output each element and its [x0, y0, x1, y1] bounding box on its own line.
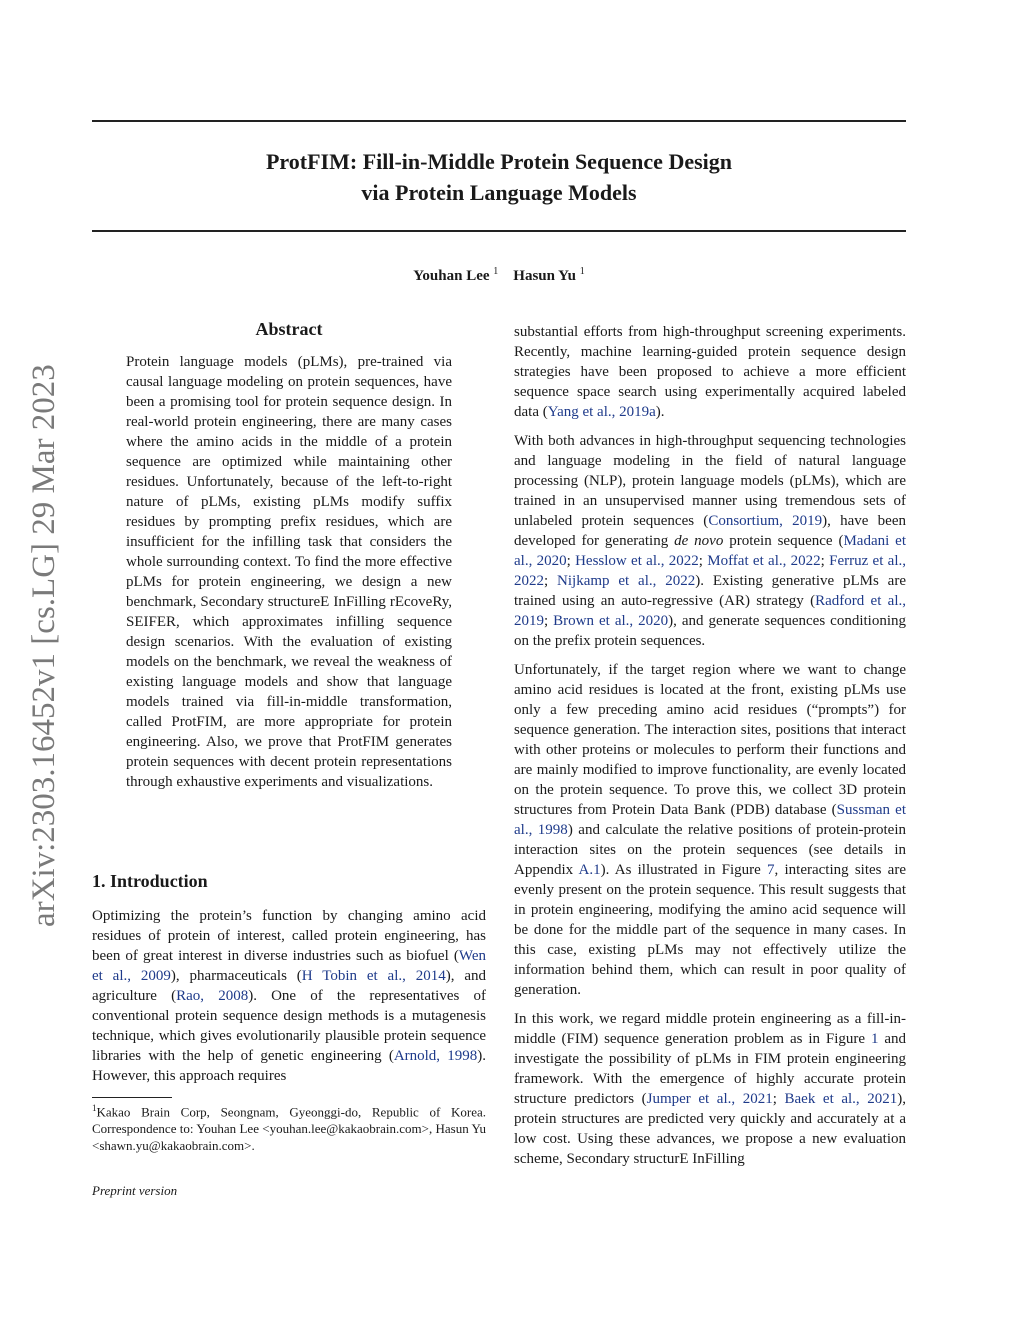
- appendix-link[interactable]: A.1: [578, 862, 601, 878]
- citation-link[interactable]: Moffat et al., 2022: [707, 553, 821, 569]
- author-list: [92, 266, 906, 285]
- text-run: substantial efforts from high-throughput screening experiments. Recently, machine learning-guided protein sequence design strategies have been proposed to achieve a more efficient sequence space search using experimentally acquired labeled data (: [514, 324, 906, 420]
- citation-link[interactable]: Yang et al., 2019a: [547, 404, 656, 420]
- text-run: and investigate the possibility of pLMs in FIM protein engineering framework. With the emergence of highly accurate protein structure predictors (: [514, 1031, 906, 1107]
- citation-link[interactable]: Nijkamp et al., 2022: [557, 573, 696, 589]
- text-run: ). As illustrated in Figure: [600, 862, 768, 878]
- separator: ;: [566, 553, 576, 569]
- arxiv-identifier: arXiv:2303.16452v1 [cs.LG] 29 Mar 2023: [26, 364, 62, 928]
- citation-link[interactable]: Ferruz et al., 2022: [514, 553, 907, 589]
- citation-link[interactable]: Hesslow et al., 2022: [575, 553, 699, 569]
- author-name: Hasun Yu: [513, 268, 576, 284]
- paper-title: [92, 146, 906, 208]
- citation-link[interactable]: Baek et al., 2021: [784, 1091, 898, 1107]
- intro-paragraph: [92, 906, 486, 1086]
- author-affiliation: 1: [579, 266, 585, 277]
- body-paragraph: [514, 322, 906, 422]
- text-run: ), and generate sequences conditioning on the prefix protein sequences.: [514, 613, 906, 649]
- body-paragraph: [514, 1009, 906, 1169]
- citation-link[interactable]: Sussman et al., 1998: [514, 802, 906, 838]
- preprint-label: Preprint version: [92, 1183, 178, 1198]
- separator: ;: [820, 553, 830, 569]
- author-name: Youhan Lee: [413, 268, 490, 284]
- text-run: ).: [655, 404, 665, 420]
- text-run: Optimizing the protein’s function by changing amino acid residues of protein of interest, called protein engineering, has been of great interest in diverse industries such as biofuel (: [92, 908, 486, 964]
- text-run: In this work, we regard middle protein engineering as a fill-in-middle (FIM) sequence generation problem as in Figure: [514, 1011, 906, 1047]
- right-column: [514, 322, 906, 1178]
- text-run: ). However, this approach requires: [92, 1048, 486, 1084]
- citation-link[interactable]: Consortium, 2019: [708, 513, 823, 529]
- title-line-2: via Protein Language Models: [361, 180, 637, 205]
- abstract-text: Protein language models (pLMs), pre-trained via causal language modeling on protein sequences, have been a promising tool for protein sequence design. In real-world protein engineering, there are many cases where the amino acids in the middle of a protein sequence are optimized while maintaining other residues. Unfortunately, because of the left-to-right nature of pLMs, existing pLMs modify suffix residues by prompting prefix residues, which are insufficient for the infilling task that considers the whole surrounding context. To find the more effective pLMs for protein engineering, we design a new benchmark, Secondary structureE InFilling rEcoveRy, SEIFER, which approximates infilling sequence design scenarios. With the evaluation of existing models on the benchmark, we reveal the weakness of existing language models and show that language models trained via fill-in-middle transformation, called ProtFIM, are more appropriate for protein engineering. Also, we prove that ProtFIM generates protein sequences with decent protein representations through exhaustive experiments and visualizations.: [126, 354, 452, 790]
- separator: ;: [544, 613, 554, 629]
- separator: ;: [698, 553, 708, 569]
- text-run: protein sequence (: [723, 533, 844, 549]
- abstract-heading: Abstract: [255, 319, 323, 339]
- separator: ;: [772, 1091, 785, 1107]
- text-run: ) and calculate the relative positions of protein-protein interaction sites on the protein sequences (see details in Appendix: [514, 822, 907, 878]
- text-run: ). One of the representatives of conventional protein sequence design methods is a mutagenesis technique, which gives evolutionarily plausible protein sequence libraries with the help of genetic engineering (: [92, 988, 486, 1064]
- citation-link[interactable]: H Tobin et al., 2014: [301, 968, 446, 984]
- text-run: With both advances in high-throughput sequencing technologies and language modeling in the field of natural language processing (NLP), protein language models (pLMs), which are trained in an unsupervised manner using tremendous sets of unlabeled protein sequences (: [514, 433, 906, 529]
- title-rule-top: [92, 120, 906, 122]
- text-run: , interacting sites are evenly present on the protein sequence. This result suggests that in protein engineering, modifying the amino acid sequence will be done for the middle part of the sequence in many cases. In this case, existing pLMs may not effectively utilize the information behind them, which can result in poor quality of generation.: [514, 862, 906, 998]
- text-run: ), pharmaceuticals (: [170, 968, 302, 984]
- footnote-rule: [92, 1097, 172, 1098]
- text-run: Unfortunately, if the target region where we want to change amino acid residues is located at the front, existing pLMs use only a few preceding amino acid residues (“prompts”) for sequence generation. The interaction sites, positions that interact with other proteins or molecules to perform their functions and are mainly modified to improve functionality, are evenly located on the protein sequence. To prove this, we collect 3D protein structures from Protein Data Bank (PDB) database (: [514, 662, 906, 818]
- footnote: [92, 1100, 486, 1154]
- title-rule-bottom: [92, 230, 906, 232]
- text-run: ). Existing generative pLMs are trained using an auto-regressive (AR) strategy (: [514, 573, 906, 609]
- body-paragraph: [514, 431, 906, 651]
- text-run: ), have been developed for generating: [514, 513, 906, 549]
- citation-link[interactable]: Radford et al., 2019: [514, 593, 906, 629]
- footnote-mark: 1: [92, 1103, 97, 1113]
- citation-link[interactable]: Jumper et al., 2021: [646, 1091, 773, 1107]
- citation-link[interactable]: Arnold, 1998: [393, 1048, 478, 1064]
- body-paragraph: [514, 660, 906, 1000]
- author-affiliation: 1: [493, 266, 499, 277]
- text-run: ), protein structures are predicted very quickly and accurately at a low cost. Using these advances, we propose a new evaluation scheme, Secondary structurE InFilling: [514, 1091, 906, 1167]
- citation-link[interactable]: Madani et al., 2020: [514, 533, 906, 569]
- italic-term: de novo: [674, 533, 724, 549]
- figure-link[interactable]: 7: [767, 862, 775, 878]
- footnote-text: Kakao Brain Corp, Seongnam, Gyeonggi-do, Republic of Korea. Correspondence to: Youhan Lee <youhan.lee@kakaobrain.com>, Hasun Yu <shawn.yu@kakaobrain.com>.: [92, 1104, 486, 1154]
- section-heading: 1. Introduction: [92, 871, 208, 891]
- title-line-1: ProtFIM: Fill-in-Middle Protein Sequence Design: [265, 149, 733, 174]
- citation-link[interactable]: Brown et al., 2020: [553, 613, 669, 629]
- citation-link[interactable]: Rao, 2008: [176, 988, 249, 1004]
- figure-link[interactable]: 1: [870, 1031, 879, 1047]
- citation-link[interactable]: Wen et al., 2009: [92, 948, 486, 984]
- separator: ;: [544, 573, 558, 589]
- text-run: ), and agriculture (: [92, 968, 486, 1004]
